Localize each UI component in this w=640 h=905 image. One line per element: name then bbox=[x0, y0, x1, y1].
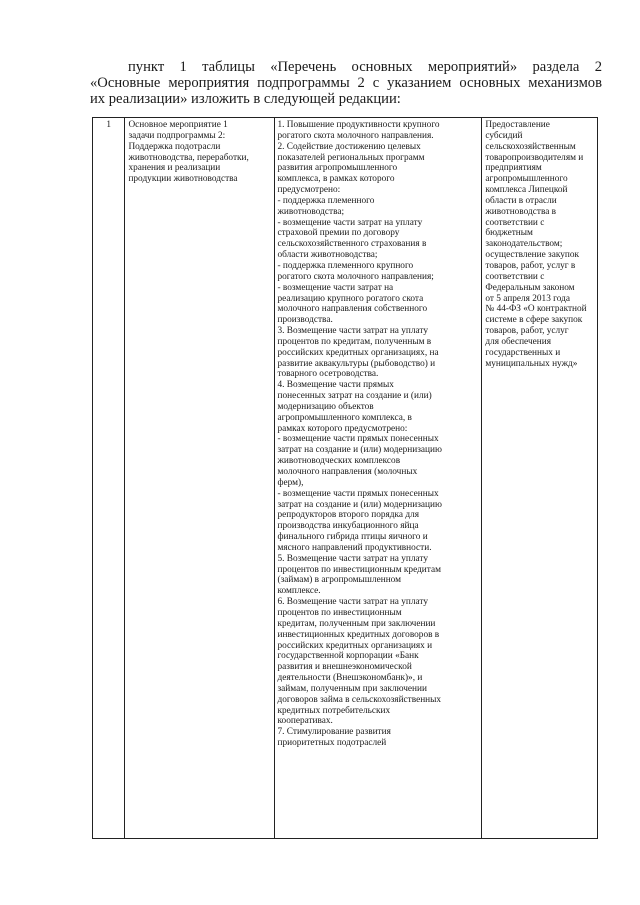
measure-name-cell bbox=[125, 118, 274, 839]
text-line: 2. Содействие достижению целевых bbox=[277, 141, 421, 152]
text-line: ферм), bbox=[277, 477, 304, 488]
text-line: развития и внешнеэкономической bbox=[277, 662, 412, 673]
row-number: 1 bbox=[106, 120, 112, 130]
text-line: производства инкубационного яйца bbox=[277, 521, 419, 532]
text-line: товаров, работ, услуг bbox=[485, 326, 569, 337]
text-line: законодательством; bbox=[485, 239, 563, 250]
text-line: системе в сфере закупок bbox=[485, 315, 583, 326]
text-line: процентов по инвестиционным кредитам bbox=[277, 564, 441, 575]
text-line: кооперативах. bbox=[277, 716, 333, 727]
text-line: 7. Стимулирование развития bbox=[277, 727, 391, 738]
text-line: соответствии с bbox=[485, 271, 545, 282]
heading-line-2: «Основные мероприятия подпрограммы 2 с указанием основных механизмов bbox=[90, 75, 602, 91]
text-line: агропромышленного комплекса, в bbox=[277, 412, 412, 423]
row-number-cell bbox=[93, 118, 125, 839]
text-line: для обеспечения bbox=[485, 336, 551, 347]
text-line: займам, полученным при заключении bbox=[277, 683, 427, 694]
text-line: животноводства, переработки, bbox=[128, 152, 249, 163]
text-line: задачи подпрограммы 2: bbox=[128, 130, 226, 141]
text-line: области животноводства; bbox=[277, 250, 378, 261]
text-line: товаропроизводителям и bbox=[485, 152, 584, 163]
text-line: Поддержка подотрасли bbox=[128, 141, 221, 152]
text-line: № 44-ФЗ «О контрактной bbox=[485, 304, 587, 315]
text-line: производства. bbox=[277, 315, 333, 326]
text-line: затрат на создание и (или) модернизацию bbox=[277, 445, 442, 456]
text-line: области в отрасли bbox=[485, 195, 557, 206]
text-line: российских кредитных организациях и bbox=[277, 640, 433, 651]
text-line: государственной корпорации «Банк bbox=[277, 651, 419, 662]
text-line: субсидий bbox=[485, 130, 523, 141]
text-line: - возмещение части прямых понесенных bbox=[277, 488, 439, 499]
text-line: инвестиционных кредитных договоров в bbox=[277, 629, 440, 640]
text-line: Основное мероприятие 1 bbox=[128, 120, 228, 130]
text-line: муниципальных нужд» bbox=[485, 358, 578, 369]
text-line: развитие аквакультуры (рыбоводство) и bbox=[277, 358, 436, 369]
text-line: 3. Возмещение части затрат на уплату bbox=[277, 326, 428, 337]
text-line: животноводства; bbox=[277, 206, 345, 217]
text-line: товаров, работ, услуг в bbox=[485, 260, 576, 271]
text-line: - поддержка племенного bbox=[277, 195, 375, 206]
implementation-mechanism-cell bbox=[482, 118, 598, 839]
text-line: 5. Возмещение части затрат на уплату bbox=[277, 553, 428, 564]
text-line: сельскохозяйственного страхования в bbox=[277, 239, 427, 250]
heading-line-3: их реализации» изложить в следующей редакции: bbox=[90, 91, 401, 107]
text-line: российских кредитных организациях, на bbox=[277, 347, 439, 358]
amendment-heading bbox=[90, 59, 602, 107]
text-line: рамках которого предусмотрено: bbox=[277, 423, 408, 434]
text-line: развития агропромышленного bbox=[277, 163, 398, 174]
text-line: модернизацию объектов bbox=[277, 401, 374, 412]
text-line: государственных и bbox=[485, 347, 561, 358]
text-line: договоров займа в сельскохозяйственных bbox=[277, 694, 442, 705]
text-line: - возмещение части затрат на уплату bbox=[277, 217, 423, 228]
text-line: комплекса Липецкой bbox=[485, 185, 568, 196]
text-line: Предоставление bbox=[485, 120, 550, 130]
measures-table bbox=[92, 117, 598, 839]
text-line: сельскохозяйственным bbox=[485, 141, 576, 152]
text-line: животноводства в bbox=[485, 206, 557, 217]
text-line: показателей региональных программ bbox=[277, 152, 425, 163]
text-line: осуществление закупок bbox=[485, 250, 580, 261]
text-line: - возмещение части затрат на bbox=[277, 282, 394, 293]
text-line: кредитам, полученным при заключении bbox=[277, 618, 436, 629]
text-line: приоритетных подотраслей bbox=[277, 738, 387, 749]
text-line: от 5 апреля 2013 года bbox=[485, 293, 570, 304]
text-line: молочного направления собственного bbox=[277, 304, 428, 315]
text-line: финального гибрида птицы яичного и bbox=[277, 532, 428, 543]
text-line: понесенных затрат на создание и (или) bbox=[277, 391, 432, 402]
heading-line-1: пункт 1 таблицы «Перечень основных мероприятий» раздела 2 bbox=[128, 59, 602, 75]
text-line: 1. Повышение продуктивности крупного bbox=[277, 120, 440, 130]
text-line: реализацию крупного рогатого скота bbox=[277, 293, 424, 304]
text-line: комплексе. bbox=[277, 586, 321, 597]
text-line: процентов по инвестиционным bbox=[277, 607, 402, 618]
text-line: хранения и реализации bbox=[128, 163, 221, 174]
text-line: затрат на создание и (или) модернизацию bbox=[277, 499, 442, 510]
text-line: Федеральным законом bbox=[485, 282, 575, 293]
text-line: кредитных потребительских bbox=[277, 705, 391, 716]
text-line: 4. Возмещение части прямых bbox=[277, 380, 394, 391]
text-line: товарного осетроводства. bbox=[277, 369, 379, 380]
text-line: предусмотрено: bbox=[277, 185, 341, 196]
text-line: продукции животноводства bbox=[128, 174, 238, 185]
text-line: предприятиям bbox=[485, 163, 542, 174]
text-line: молочного направления (молочных bbox=[277, 467, 418, 477]
text-line: - поддержка племенного крупного bbox=[277, 260, 414, 271]
text-line: животноводческих комплексов bbox=[277, 456, 401, 467]
measure-content-cell bbox=[274, 118, 482, 839]
text-line: мясного направлений продуктивности. bbox=[277, 542, 432, 553]
text-line: бюджетным bbox=[485, 228, 533, 239]
text-line: процентов по кредитам, полученным в bbox=[277, 336, 432, 347]
text-line: 6. Возмещение части затрат на уплату bbox=[277, 597, 428, 608]
text-line: (займам) в агропромышленном bbox=[277, 575, 402, 586]
text-line: комплекса, в рамках которого bbox=[277, 174, 395, 185]
table-row bbox=[93, 118, 598, 839]
text-line: - возмещение части прямых понесенных bbox=[277, 434, 439, 445]
text-line: агропромышленного bbox=[485, 174, 568, 185]
text-line: рогатого скота молочного направления; bbox=[277, 271, 434, 282]
text-line: деятельности (Внешэкономбанк)», и bbox=[277, 673, 423, 684]
text-line: репродукторов второго порядка для bbox=[277, 510, 420, 521]
text-line: страховой премии по договору bbox=[277, 228, 400, 239]
text-line: рогатого скота молочного направления. bbox=[277, 130, 434, 141]
text-line: соответствии с bbox=[485, 217, 545, 228]
